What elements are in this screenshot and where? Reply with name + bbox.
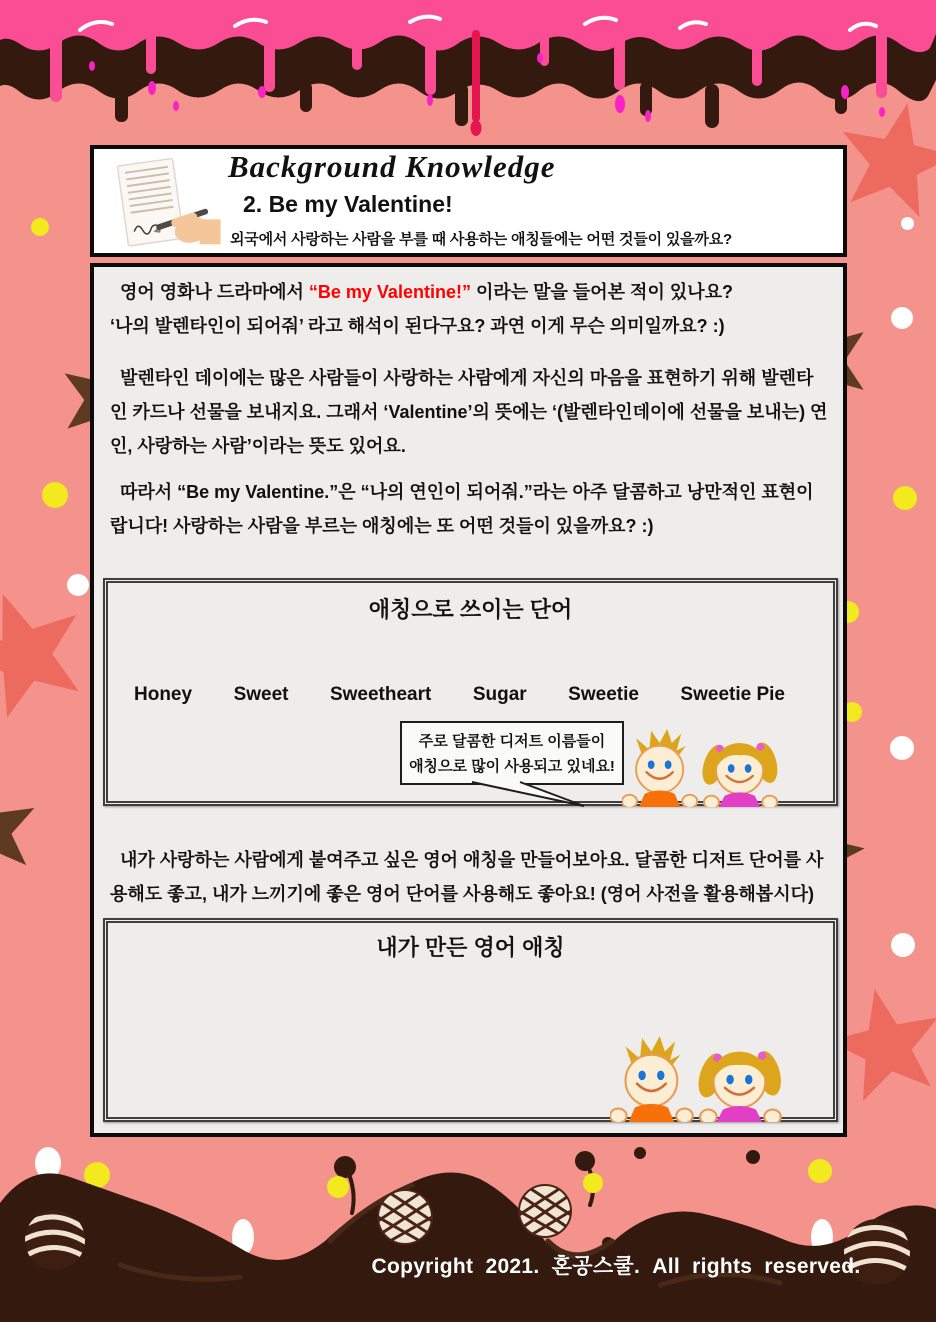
- boy-and-girl-characters: [610, 1034, 786, 1122]
- bottom-chocolate-decoration: [0, 1145, 936, 1322]
- page-title: Background Knowledge: [228, 149, 556, 184]
- highlight-red-text: “Be my Valentine!”: [308, 282, 471, 302]
- speech-bubble: [400, 721, 624, 785]
- writing-hand-icon: [104, 156, 222, 252]
- content-box: [90, 263, 847, 1137]
- dot-decoration: [42, 482, 68, 508]
- nickname-word: Sugar: [472, 684, 527, 705]
- paragraph-1-post: 이라는 말을 들어본 적이 있나요?: [470, 282, 733, 302]
- copyright-text: Copyright 2021. 혼공스쿨. All rights reserved.: [371, 1255, 861, 1278]
- dot-decoration: [31, 218, 49, 236]
- lesson-title: 2. Be my Valentine!: [243, 191, 453, 217]
- nickname-word: Sweetie: [568, 684, 639, 705]
- dot-decoration: [891, 933, 915, 957]
- nickname-word: Sweet: [233, 684, 289, 705]
- top-chocolate-drip-decoration: [0, 0, 936, 142]
- paragraph-1-pre: 영어 영화나 드라마에서: [120, 282, 309, 302]
- paragraph-3: 따라서 “Be my Valentine.”은 “나의 연인이 되어줘.”라는 아주 달콤하고 낭만적인 표현이랍니다! 사랑하는 사람을 부르는 애칭에는 또 어떤 것들이 있을까요? :): [110, 482, 814, 536]
- lesson-description: 외국에서 사랑하는 사람을 부를 때 사용하는 애칭들에는 어떤 것들이 있을까요?: [230, 231, 732, 248]
- paragraph-1: [110, 275, 830, 343]
- speech-bubble-line1: 주로 달콤한 디저트 이름들이: [418, 733, 606, 750]
- paragraph-1-line2: ‘나의 발렌타인이 되어줘’ 라고 해석이 된다구요? 과연 이게 무슨 의미일까요? :): [110, 316, 725, 336]
- dot-decoration: [891, 307, 913, 329]
- nickname-word: Honey: [134, 684, 193, 705]
- nickname-table-title: 애칭으로 쓰이는 단어: [368, 597, 573, 622]
- speech-bubble-line2: 애칭으로 많이 사용되고 있네요!: [409, 758, 615, 775]
- nickname-words-row: [108, 684, 833, 706]
- header-box: [90, 145, 847, 257]
- dot-decoration: [890, 736, 914, 760]
- paragraph-4: 내가 사랑하는 사람에게 붙여주고 싶은 영어 애칭을 만들어보아요. 달콤한 디저트 단어를 사용해도 좋고, 내가 느끼기에 좋은 영어 단어를 사용해도 좋아요! (영어 사전을 활용해봅시다): [110, 850, 824, 904]
- star-decoration: [0, 774, 48, 888]
- boy-and-girl-characters: [622, 727, 782, 807]
- nickname-word: Sweetheart: [329, 684, 432, 705]
- my-nickname-table-title: 내가 만든 영어 애칭: [376, 935, 565, 960]
- dot-decoration: [893, 486, 917, 510]
- speech-bubble-tail: [432, 781, 632, 809]
- paragraph-2: 발렌타인 데이에는 많은 사람들이 사랑하는 사람에게 자신의 마음을 표현하기 위해 발렌타인 카드나 선물을 보내지요. 그래서 ‘Valentine’의 뜻에는 ‘(발렌타인데이에 선물을 보내는) 연인, 사랑하는 사람’이라는 뜻도 있어요.: [110, 368, 828, 456]
- nickname-word: Sweetie Pie: [680, 684, 785, 705]
